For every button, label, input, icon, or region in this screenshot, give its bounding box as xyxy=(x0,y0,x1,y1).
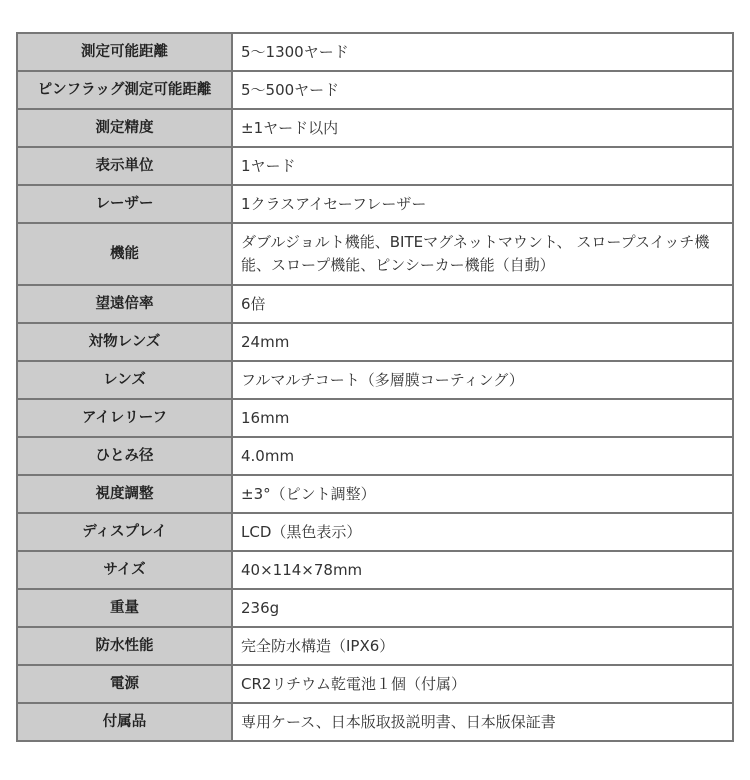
spec-label: 防水性能 xyxy=(17,627,232,665)
spec-label: ディスプレイ xyxy=(17,513,232,551)
table-row xyxy=(17,399,733,437)
spec-value: 1ヤード xyxy=(232,147,733,185)
spec-label: アイレリーフ xyxy=(17,399,232,437)
spec-label: サイズ xyxy=(17,551,232,589)
table-row xyxy=(17,223,733,285)
spec-value: 24mm xyxy=(232,323,733,361)
spec-label: ひとみ径 xyxy=(17,437,232,475)
spec-value: 5～1300ヤード xyxy=(232,33,733,71)
spec-label: レンズ xyxy=(17,361,232,399)
spec-label: 対物レンズ xyxy=(17,323,232,361)
spec-label: 付属品 xyxy=(17,703,232,741)
table-row xyxy=(17,551,733,589)
spec-value: 4.0mm xyxy=(232,437,733,475)
spec-value: ±1ヤード以内 xyxy=(232,109,733,147)
spec-label: 望遠倍率 xyxy=(17,285,232,323)
spec-label: 電源 xyxy=(17,665,232,703)
spec-label: 測定精度 xyxy=(17,109,232,147)
spec-value: 完全防水構造（IPX6） xyxy=(232,627,733,665)
spec-value: 6倍 xyxy=(232,285,733,323)
spec-value: 1クラスアイセーフレーザー xyxy=(232,185,733,223)
table-row xyxy=(17,361,733,399)
spec-value: LCD（黒色表示） xyxy=(232,513,733,551)
spec-label: 重量 xyxy=(17,589,232,627)
table-row xyxy=(17,513,733,551)
spec-label: レーザー xyxy=(17,185,232,223)
spec-value: 専用ケース、日本版取扱説明書、日本版保証書 xyxy=(232,703,733,741)
spec-value: 40×114×78mm xyxy=(232,551,733,589)
spec-value: ダブルジョルト機能、BITEマグネットマウント、 スロープスイッチ機能、スロープ機能、ピンシーカー機能（自動） xyxy=(232,223,733,285)
spec-table-body xyxy=(17,33,733,741)
spec-value: 236g xyxy=(232,589,733,627)
table-row xyxy=(17,627,733,665)
spec-value: 5～500ヤード xyxy=(232,71,733,109)
spec-label: 測定可能距離 xyxy=(17,33,232,71)
spec-value: CR2リチウム乾電池１個（付属） xyxy=(232,665,733,703)
spec-table xyxy=(16,32,734,742)
table-row xyxy=(17,589,733,627)
table-row xyxy=(17,109,733,147)
table-row xyxy=(17,147,733,185)
table-row xyxy=(17,33,733,71)
spec-value: フルマルチコート（多層膜コーティング） xyxy=(232,361,733,399)
spec-value: ±3°（ピント調整） xyxy=(232,475,733,513)
spec-label: 視度調整 xyxy=(17,475,232,513)
table-row xyxy=(17,703,733,741)
spec-label: 機能 xyxy=(17,223,232,285)
table-row xyxy=(17,437,733,475)
spec-label: 表示単位 xyxy=(17,147,232,185)
table-row xyxy=(17,665,733,703)
table-row xyxy=(17,285,733,323)
spec-value: 16mm xyxy=(232,399,733,437)
table-row xyxy=(17,71,733,109)
spec-label: ピンフラッグ測定可能距離 xyxy=(17,71,232,109)
table-row xyxy=(17,475,733,513)
table-row xyxy=(17,323,733,361)
table-row xyxy=(17,185,733,223)
